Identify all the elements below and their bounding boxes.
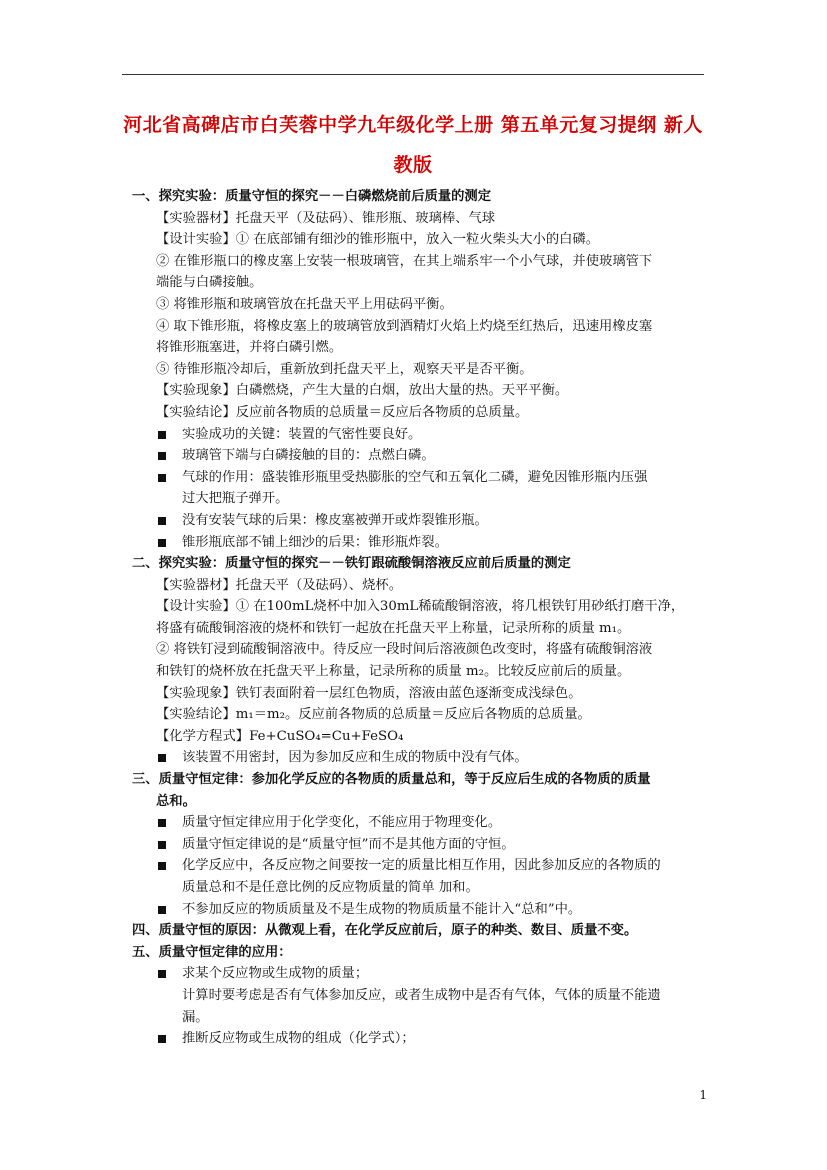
body-text: 端能与白磷接触。 (156, 275, 263, 291)
body-line (132, 683, 708, 705)
square-bullet-icon (158, 819, 166, 827)
body-text: ④ 取下锥形瓶，将橡皮塞上的玻璃管放到酒精灯火焰上灼烧至红热后，迅速用橡皮塞 (156, 318, 653, 334)
section-heading-text: 三、质量守恒定律：参加化学反应的各物质的质量总和，等于反应后生成的各物质的质量 (132, 772, 651, 788)
bullet-item (132, 445, 708, 467)
bullet-item (132, 963, 708, 985)
bullet-item (132, 747, 708, 769)
square-bullet-icon (158, 539, 166, 547)
body-text: 【化学方程式】Fe+CuSO₄=Cu+FeSO₄ (156, 728, 404, 744)
body-line (132, 639, 708, 661)
bullet-text: 该装置不用密封，因为参加反应和生成的物质中没有气体。 (182, 750, 528, 766)
body-text: 【实验结论】m₁＝m₂。反应前各物质的总质量＝反应后各物质的总质量。 (156, 707, 591, 723)
bullet-text: 不参加反应的物质质量及不是生成物的物质质量不能计入“总和”中。 (182, 901, 582, 917)
body-line (132, 229, 708, 251)
bullet-text: 锥形瓶底部不铺上细沙的后果：锥形瓶炸裂。 (182, 534, 448, 550)
body-line (132, 359, 708, 381)
bullet-item (132, 510, 708, 532)
bullet-text: 质量守恒定律应用于化学变化，不能应用于物理变化。 (182, 815, 502, 831)
doc-title-line2: 教版 (393, 154, 433, 176)
bullet-item (132, 855, 708, 877)
square-bullet-icon (158, 431, 166, 439)
bullet-item (132, 532, 708, 554)
body-line (132, 208, 708, 230)
page-number: 1 (699, 1088, 707, 1102)
square-bullet-icon (158, 906, 166, 914)
bullet-item (132, 834, 708, 856)
body-text: ⑤ 待锥形瓶冷却后，重新放到托盘天平上，观察天平是否平衡。 (156, 361, 533, 377)
section-heading-continuation (132, 791, 708, 813)
section-heading (132, 769, 708, 791)
bullet-text: 质量总和不是任意比例的反应物质量的简单 加和。 (182, 880, 479, 895)
body-text: 【设计实验】① 在100mL烧杯中加入30mL稀硫酸铜溶液，将几根铁钉用砂纸打磨干净， (156, 599, 685, 615)
square-bullet-icon (158, 862, 166, 870)
body-line (132, 726, 708, 748)
body-line (132, 575, 708, 597)
bullet-continuation (132, 985, 708, 1007)
bullet-text: 计算时要考虑是否有气体参加反应，或者生成物中是否有气体，气体的质量不能遗 (182, 987, 661, 1003)
body-text: 【实验结论】反应前各物质的总质量＝反应后各物质的总质量。 (156, 404, 529, 420)
bullet-text: 化学反应中，各反应物之间要按一定的质量比相互作用，因此参加反应的各物质的 (182, 858, 661, 874)
doc-body (132, 186, 708, 1050)
body-text: ② 将铁钉浸到硫酸铜溶液中。待反应一段时间后溶液颜色改变时，将盛有硫酸铜溶液 (156, 642, 653, 658)
section-heading-text: 五、质量守恒定律的应用： (132, 944, 292, 960)
section-heading (132, 186, 708, 208)
bullet-item (132, 1028, 708, 1050)
body-text: ② 在锥形瓶口的橡皮塞上安装一根玻璃管，在其上端系牢一个小气球，并使玻璃管下 (156, 253, 653, 269)
square-bullet-icon (158, 1035, 166, 1043)
bullet-text: 质量守恒定律说的是“质量守恒”而不是其他方面的守恒。 (182, 836, 515, 852)
bullet-item (132, 899, 708, 921)
section-heading (132, 920, 708, 942)
square-bullet-icon (158, 452, 166, 460)
square-bullet-icon (158, 841, 166, 849)
body-line (132, 380, 708, 402)
body-text: 【实验器材】托盘天平（及砝码）、烧杯。 (156, 577, 402, 593)
header-rule (122, 74, 704, 75)
body-text: 【实验器材】托盘天平（及砝码）、锥形瓶、玻璃棒、气球 (156, 210, 496, 226)
section-heading-text: 二、探究实验：质量守恒的探究－－铁钉跟硫酸铜溶液反应前后质量的测定 (132, 556, 571, 572)
body-line (132, 294, 708, 316)
section-heading (132, 942, 708, 964)
square-bullet-icon (158, 970, 166, 978)
body-text: 将锥形瓶塞进，并将白磷引燃。 (156, 340, 343, 356)
body-line (132, 337, 708, 359)
bullet-text: 玻璃管下端与白磷接触的目的：点燃白磷。 (182, 448, 435, 464)
body-line (132, 704, 708, 726)
body-line (132, 272, 708, 294)
section-heading-text: 一、探究实验：质量守恒的探究－－白磷燃烧前后质量的测定 (132, 189, 492, 204)
bullet-text: 实验成功的关键：装置的气密性要良好。 (182, 426, 422, 442)
section-heading-text: 四、质量守恒的原因：从微观上看，在化学反应前后，原子的种类、数目、质量不变。 (132, 923, 638, 939)
bullet-text: 气球的作用：盛装锥形瓶里受热膨胀的空气和五氧化二磷，避免因锥形瓶内压强 (182, 469, 648, 485)
body-line (132, 402, 708, 424)
bullet-text: 漏。 (182, 1009, 209, 1025)
bullet-continuation (132, 488, 708, 510)
section-heading-text: 总和。 (156, 793, 196, 809)
body-text: 【设计实验】① 在底部铺有细沙的锥形瓶中，放入一粒火柴头大小的白磷。 (156, 232, 600, 248)
body-line (132, 251, 708, 273)
body-line (132, 316, 708, 338)
section-heading (132, 553, 708, 575)
body-text: 将盛有硫酸铜溶液的烧杯和铁钉一起放在托盘天平上称量，记录所称的质量 m₁。 (156, 620, 631, 636)
bullet-item (132, 467, 708, 489)
body-line (132, 596, 708, 618)
body-text: 和铁钉的烧杯放在托盘天平上称量，记录所称的质量 m₂。比较反应前后的质量。 (156, 664, 631, 680)
doc-title-line1: 河北省高碑店市白芙蓉中学九年级化学上册 第五单元复习提纲 新人 (123, 114, 703, 136)
bullet-item (132, 424, 708, 446)
body-text: ③ 将锥形瓶和玻璃管放在托盘天平上用砝码平衡。 (156, 296, 453, 312)
bullet-item (132, 812, 708, 834)
body-line (132, 661, 708, 683)
square-bullet-icon (158, 754, 166, 762)
bullet-continuation (132, 877, 708, 899)
square-bullet-icon (158, 474, 166, 482)
bullet-text: 没有安装气球的后果：橡皮塞被弹开或炸裂锥形瓶。 (182, 512, 488, 528)
bullet-text: 过大把瓶子弹开。 (182, 491, 289, 507)
body-line (132, 618, 708, 640)
bullet-text: 求某个反应物或生成物的质量； (182, 966, 369, 982)
square-bullet-icon (158, 517, 166, 525)
bullet-continuation (132, 1007, 708, 1029)
bullet-text: 推断反应物或生成物的组成（化学式）； (182, 1031, 415, 1047)
body-text: 【实验现象】铁钉表面附着一层红色物质，溶液由蓝色逐渐变成浅绿色。 (156, 685, 582, 701)
body-text: 【实验现象】白磷燃烧，产生大量的白烟，放出大量的热。天平平衡。 (156, 383, 569, 399)
